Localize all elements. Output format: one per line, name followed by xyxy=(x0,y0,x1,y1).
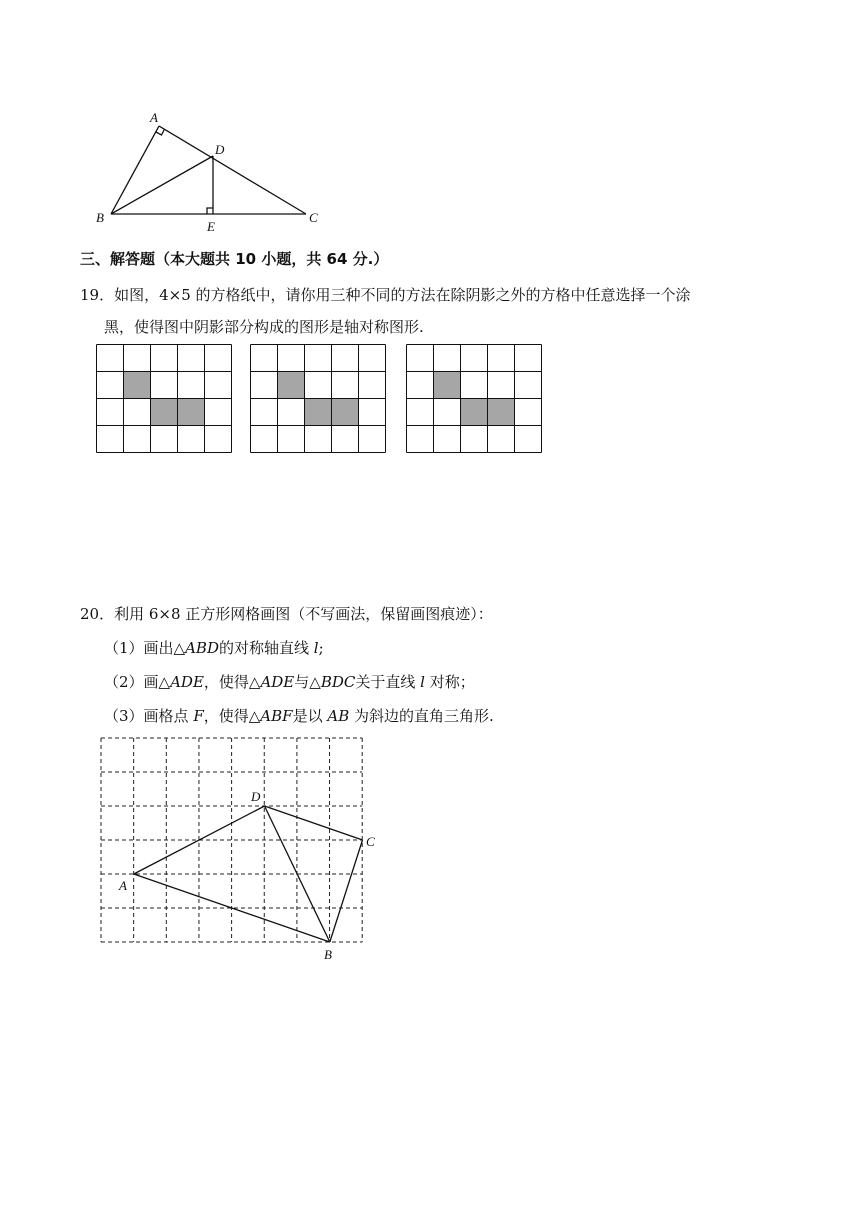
segment-dc xyxy=(265,806,363,840)
q19-grid-1 xyxy=(96,344,234,455)
shaded-cell xyxy=(124,372,151,399)
section-title: 三、解答题（本大题共 10 小题，共 64 分.） xyxy=(80,250,389,268)
q20-stem: 20．利用 6×8 正方形网格画图（不写画法，保留画图痕迹）： xyxy=(80,605,493,623)
label-b: B xyxy=(324,947,332,962)
q19-line1: 19．如图，4×5 的方格纸中，请你用三种不同的方法在除阴影之外的方格中任意选择一个涂 xyxy=(80,286,691,304)
segment-ac xyxy=(159,126,306,214)
q20-part2: （2）画△ADE，使得△ADE与△BDC关于直线 l 对称； xyxy=(104,673,475,691)
segment-cb xyxy=(330,840,363,942)
label-c: C xyxy=(309,210,318,225)
label-d: D xyxy=(215,142,225,157)
label-a: A xyxy=(119,878,127,893)
q20-part1: （1）画出△ABD的对称轴直线 l; xyxy=(104,639,324,657)
label-d: D xyxy=(251,789,261,804)
label-b: B xyxy=(96,210,104,225)
q20-part3: （3）画格点 F，使得△ABF是以 AB 为斜边的直角三角形. xyxy=(104,707,494,725)
q19-grid-3 xyxy=(406,344,544,455)
label-e: E xyxy=(207,219,215,234)
shaded-cell xyxy=(151,399,178,426)
shaded-cell xyxy=(305,399,332,426)
shaded-cell xyxy=(434,372,461,399)
q19-line2: 黑，使得图中阴影部分构成的图形是轴对称图形. xyxy=(104,318,424,336)
shaded-cell xyxy=(178,399,205,426)
triangle-figure xyxy=(90,108,340,236)
label-c: C xyxy=(366,834,375,849)
shaded-cell xyxy=(278,372,305,399)
shaded-cell xyxy=(332,399,359,426)
right-angle-mark-e xyxy=(207,208,213,214)
shaded-cell xyxy=(488,399,515,426)
label-a: A xyxy=(150,110,158,125)
q20-grid xyxy=(96,732,376,964)
shaded-cell xyxy=(461,399,488,426)
q19-grid-2 xyxy=(250,344,388,455)
